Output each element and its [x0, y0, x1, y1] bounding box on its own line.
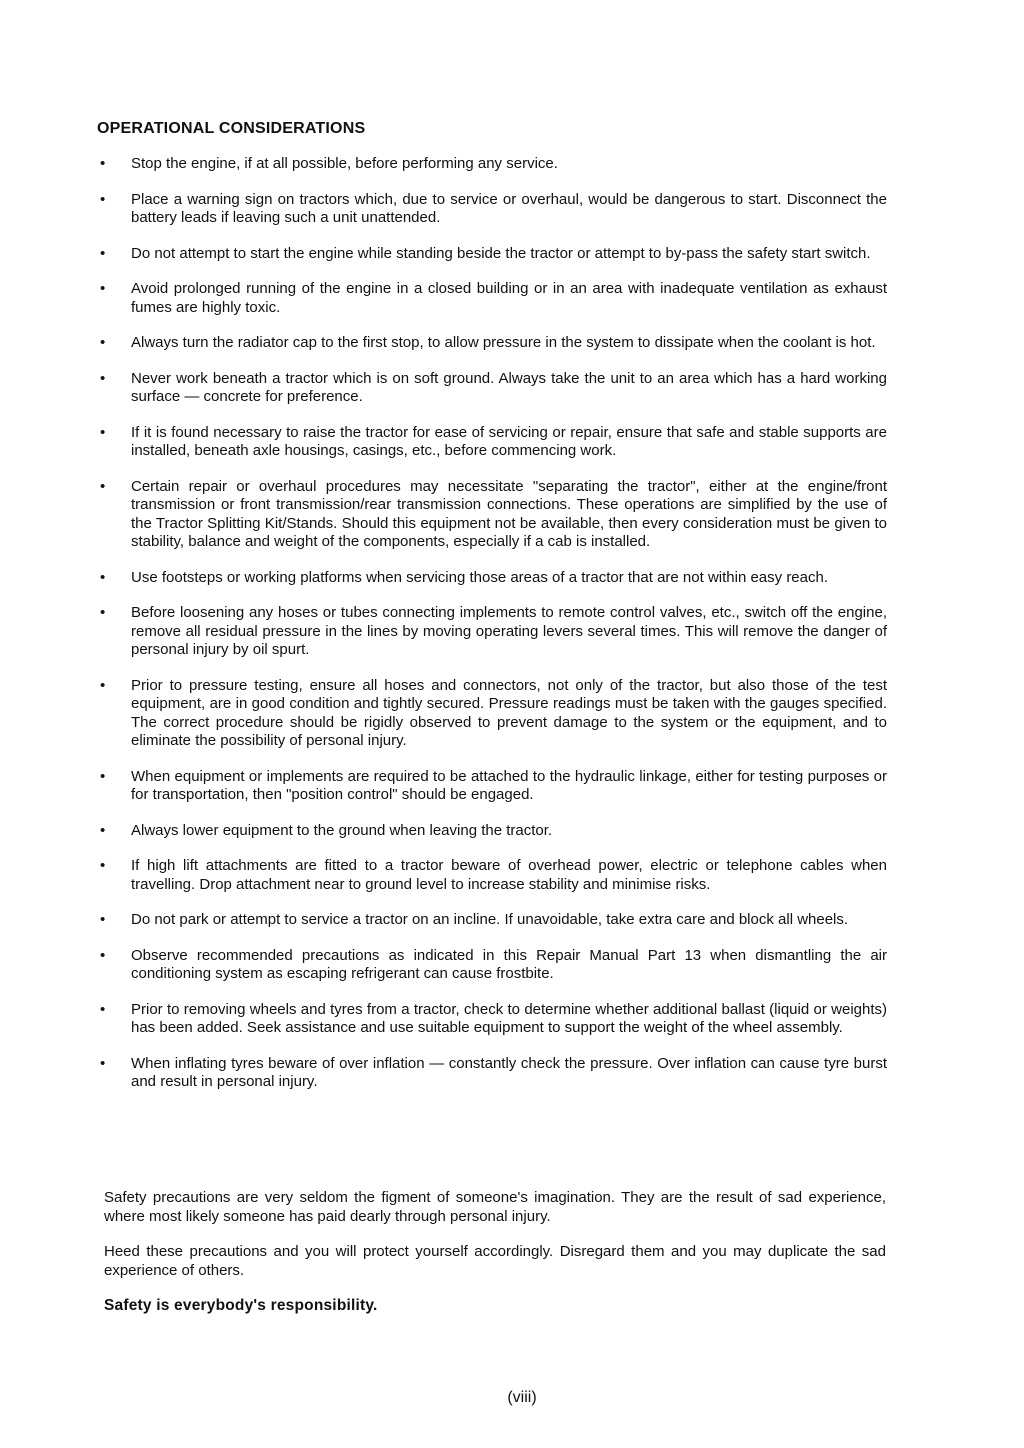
paragraph: Heed these precautions and you will protect yourself accordingly. Disregard them and you may duplicate the sad experience of others. — [104, 1243, 886, 1279]
section-heading: OPERATIONAL CONSIDERATIONS — [97, 120, 366, 137]
list-item — [97, 768, 887, 805]
list-item — [97, 1001, 887, 1038]
list-item — [97, 370, 887, 407]
list-item-text: Always lower equipment to the ground when leaving the tractor. — [131, 821, 553, 839]
list-item-text: Do not attempt to start the engine while standing beside the tractor or attempt to by-pass the safety start switch. — [131, 244, 871, 262]
list-item-text: Certain repair or overhaul procedures may necessitate "separating the tractor", either at the engine/front transmission or front transmission/rear transmission connections. These operations are simplified by the use of the Tractor Splitting Kit/Stands. Should this equipment not be available, then every consideration must be given to stability, balance and weight of the components, especially if a cab is installed. — [131, 477, 887, 550]
bullet-icon: • — [100, 1000, 106, 1018]
list-item — [97, 280, 887, 317]
bullet-icon: • — [100, 568, 106, 586]
list-item-text: Prior to pressure testing, ensure all hoses and connectors, not only of the tractor, but also those of the test equipment, are in good condition and tightly secured. Pressure readings must be taken with the gauges specified. The correct procedure should be rigidly observed to prevent damage to the system or the equipment, and to eliminate the possibility of personal injury. — [131, 676, 887, 749]
bullet-icon: • — [100, 423, 106, 441]
list-item — [97, 822, 887, 841]
bullet-icon: • — [100, 767, 106, 785]
bullet-icon: • — [100, 911, 106, 928]
list-item — [97, 334, 887, 353]
bullet-icon: • — [100, 1054, 106, 1072]
closing-statement: Safety is everybody's responsibility. — [104, 1297, 378, 1314]
list-item — [97, 604, 887, 660]
bullet-icon: • — [100, 190, 106, 208]
list-item — [97, 191, 887, 228]
bullet-icon: • — [100, 369, 106, 387]
list-item-text: Stop the engine, if at all possible, before performing any service. — [131, 155, 558, 172]
list-item-text: Never work beneath a tractor which is on soft ground. Always take the unit to an area which has a hard working surface — concrete for preference. — [131, 369, 887, 405]
list-item-text: Use footsteps or working platforms when servicing those areas of a tractor that are not within easy reach. — [131, 568, 829, 586]
list-item — [97, 424, 887, 461]
list-item — [97, 677, 887, 751]
bullet-icon: • — [100, 821, 106, 839]
list-item — [97, 569, 887, 588]
list-item-text: If high lift attachments are fitted to a tractor beware of overhead power, electric or telephone cables when travelling. Drop attachment near to ground level to increase stability and minimise risks. — [131, 857, 887, 893]
bullet-icon: • — [100, 155, 106, 172]
list-item — [97, 1055, 887, 1092]
list-item — [97, 911, 887, 930]
list-item — [97, 245, 887, 264]
list-item-text: When equipment or implements are required to be attached to the hydraulic linkage, either for testing purposes or for transportation, then "position control" should be engaged. — [131, 767, 887, 803]
list-item-text: When inflating tyres beware of over inflation — constantly check the pressure. Over inflation can cause tyre burst and result in personal injury. — [131, 1054, 887, 1090]
page-number: (viii) — [507, 1389, 537, 1406]
list-item-text: Observe recommended precautions as indicated in this Repair Manual Part 13 when dismantling the air conditioning system as escaping refrigerant can cause frostbite. — [131, 946, 887, 982]
bullet-icon: • — [100, 334, 106, 351]
bullet-icon: • — [100, 857, 106, 874]
list-item — [97, 155, 887, 174]
bullet-icon: • — [100, 676, 106, 694]
list-item-text: Before loosening any hoses or tubes connecting implements to remote control valves, etc., switch off the engine, remove all residual pressure in the lines by moving operating levers several times. This will remove the danger of personal injury by oil spurt. — [131, 604, 887, 658]
list-item-text: Always turn the radiator cap to the first stop, to allow pressure in the system to dissipate when the coolant is hot. — [131, 334, 876, 351]
list-item — [97, 478, 887, 552]
list-item-text: If it is found necessary to raise the tractor for ease of servicing or repair, ensure that safe and stable supports are installed, beneath axle housings, casings, etc., before commencing work. — [131, 423, 887, 459]
list-item — [97, 857, 887, 894]
list-item-text: Avoid prolonged running of the engine in a closed building or in an area with inadequate ventilation as exhaust fumes are highly toxic. — [131, 280, 887, 316]
bullet-icon: • — [100, 244, 106, 262]
paragraph: Safety precautions are very seldom the figment of someone's imagination. They are the result of sad experience, where most likely someone has paid dearly through personal injury. — [104, 1189, 886, 1225]
list-item-text: Place a warning sign on tractors which, due to service or overhaul, would be dangerous to start. Disconnect the battery leads if leaving such a unit unattended. — [131, 190, 887, 226]
safety-bullet-list — [97, 155, 887, 1109]
list-item-text: Prior to removing wheels and tyres from a tractor, check to determine whether additional ballast (liquid or weights) has been added. Seek assistance and use suitable equipment to support the weight of the wheel assembly. — [131, 1000, 887, 1036]
bullet-icon: • — [100, 946, 106, 964]
bullet-icon: • — [100, 604, 106, 621]
closing-paragraphs — [104, 1189, 886, 1315]
list-item — [97, 947, 887, 984]
list-item-text: Do not park or attempt to service a tractor on an incline. If unavoidable, take extra care and block all wheels. — [131, 911, 849, 928]
bullet-icon: • — [100, 477, 106, 495]
bullet-icon: • — [100, 280, 106, 297]
